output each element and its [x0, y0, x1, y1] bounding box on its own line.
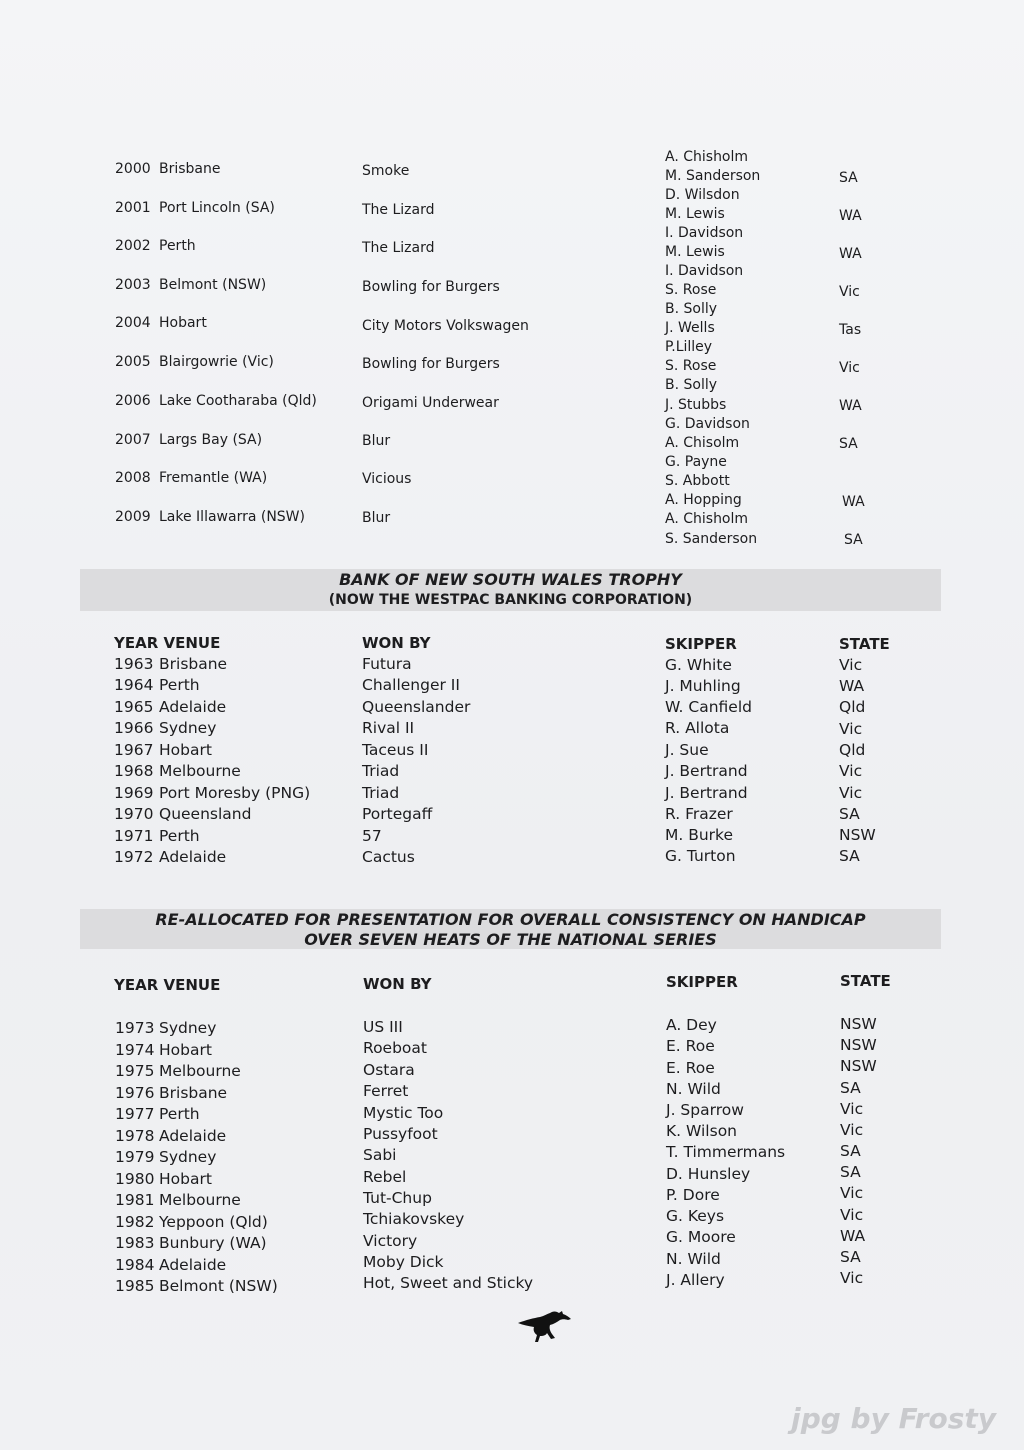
header-year-venue: YEAR VENUE: [114, 976, 221, 994]
skipper: A. Dey: [666, 1016, 717, 1034]
won-by: 57: [362, 827, 382, 845]
skipper: A. Chisolm: [665, 435, 740, 451]
state: Vic: [840, 1184, 864, 1202]
state: Vic: [839, 762, 863, 780]
venue: Belmont (NSW): [159, 277, 267, 293]
year: 1963: [114, 655, 154, 673]
skipper: M. Lewis: [665, 206, 725, 222]
year: 1965: [114, 698, 154, 716]
skipper: N. Wild: [666, 1250, 721, 1268]
section-banner-realloc: [80, 909, 941, 949]
year: 1983: [115, 1234, 155, 1252]
year: 1966: [114, 719, 154, 737]
state: Vic: [839, 284, 860, 300]
year: 1981: [115, 1191, 155, 1209]
year: 1984: [115, 1256, 155, 1274]
venue: Adelaide: [159, 1127, 227, 1145]
year: 1974: [115, 1041, 155, 1059]
won-by: Queenslander: [362, 698, 471, 716]
venue: Melbourne: [159, 1062, 241, 1080]
year: 1977: [115, 1105, 155, 1123]
venue: Sydney: [159, 719, 217, 737]
venue: Brisbane: [159, 655, 228, 673]
won-by: Futura: [362, 655, 412, 673]
state: WA: [839, 677, 865, 695]
year: 1978: [115, 1127, 155, 1145]
state: Vic: [840, 1269, 864, 1287]
venue: Brisbane: [159, 161, 221, 177]
year: 2008: [115, 470, 151, 486]
year: 1980: [115, 1170, 155, 1188]
won-by: Sabi: [363, 1146, 397, 1164]
year: 1970: [114, 805, 154, 823]
venue: Yeppoon (Qld): [159, 1213, 268, 1231]
year: 2005: [115, 354, 151, 370]
won-by: Moby Dick: [363, 1253, 444, 1271]
state: Vic: [839, 360, 860, 376]
state: Vic: [840, 1206, 864, 1224]
skipper: T. Timmermans: [666, 1143, 786, 1161]
skipper: J. Sue: [665, 741, 709, 759]
skipper: J. Stubbs: [665, 397, 727, 413]
state: Vic: [840, 1100, 864, 1118]
state: Vic: [839, 784, 863, 802]
venue: Melbourne: [159, 762, 241, 780]
state: WA: [839, 398, 862, 414]
venue: Perth: [159, 676, 200, 694]
state: Tas: [839, 322, 862, 338]
year: 2000: [115, 161, 151, 177]
state: WA: [842, 494, 865, 510]
banner-title-line1: RE-ALLOCATED FOR PRESENTATION FOR OVERALL CONSISTENCY ON HANDICAP: [155, 910, 866, 929]
state: Qld: [839, 741, 866, 759]
skipper: G. Keys: [666, 1207, 725, 1225]
venue: Belmont (NSW): [159, 1277, 278, 1295]
skipper: B. Solly: [665, 301, 718, 317]
skipper: B. Solly: [665, 377, 718, 393]
state: SA: [839, 847, 860, 865]
header-year-venue: YEAR VENUE: [114, 634, 221, 652]
skipper: R. Frazer: [665, 805, 733, 823]
won-by: Blur: [362, 510, 391, 526]
venue: Blairgowrie (Vic): [159, 354, 274, 370]
skipper: A. Chisholm: [665, 511, 749, 527]
won-by: Tchiakovskey: [363, 1210, 465, 1228]
won-by: Challenger II: [362, 676, 460, 694]
skipper: E. Roe: [666, 1037, 715, 1055]
skipper: P. Dore: [666, 1186, 720, 1204]
year: 1964: [114, 676, 154, 694]
venue: Adelaide: [159, 848, 227, 866]
won-by: Bowling for Burgers: [362, 356, 500, 372]
skipper: I. Davidson: [665, 225, 744, 241]
skipper: G. Turton: [665, 847, 736, 865]
state: SA: [839, 436, 858, 452]
year: 2001: [115, 200, 151, 216]
venue: Fremantle (WA): [159, 470, 268, 486]
venue: Bunbury (WA): [159, 1234, 267, 1252]
skipper: G. Moore: [666, 1228, 736, 1246]
venue: Hobart: [159, 741, 212, 759]
state: Qld: [839, 698, 866, 716]
won-by: Vicious: [362, 471, 412, 487]
venue: Queensland: [159, 805, 252, 823]
venue: Melbourne: [159, 1191, 241, 1209]
won-by: Roeboat: [363, 1039, 427, 1057]
skipper: D. Hunsley: [666, 1165, 751, 1183]
skipper: M. Burke: [665, 826, 734, 844]
skipper: G. Davidson: [665, 416, 750, 432]
state: SA: [839, 170, 858, 186]
year: 2004: [115, 315, 151, 331]
venue: Lake Cootharaba (Qld): [159, 393, 317, 409]
year: 1972: [114, 848, 154, 866]
state: SA: [840, 1142, 861, 1160]
state: WA: [839, 246, 862, 262]
state: SA: [840, 1248, 861, 1266]
skipper: S. Rose: [665, 282, 717, 298]
skipper: G. White: [665, 656, 732, 674]
won-by: Blur: [362, 433, 391, 449]
header-state: STATE: [840, 972, 891, 990]
won-by: The Lizard: [362, 240, 435, 256]
won-by: Cactus: [362, 848, 415, 866]
state: WA: [840, 1227, 866, 1245]
year: 2006: [115, 393, 151, 409]
won-by: Taceus II: [362, 741, 429, 759]
state: NSW: [840, 1057, 877, 1075]
year: 1968: [114, 762, 154, 780]
state: SA: [839, 805, 860, 823]
won-by: Rival II: [362, 719, 415, 737]
skipper: J. Wells: [665, 320, 715, 336]
state: NSW: [839, 826, 876, 844]
skipper: K. Wilson: [666, 1122, 737, 1140]
venue: Port Lincoln (SA): [159, 200, 275, 216]
year: 1975: [115, 1062, 155, 1080]
venue: Perth: [159, 1105, 200, 1123]
skipper: A. Hopping: [665, 492, 742, 508]
won-by: City Motors Volkswagen: [362, 318, 529, 334]
state: NSW: [840, 1015, 877, 1033]
venue: Sydney: [159, 1019, 217, 1037]
header-state: STATE: [839, 635, 890, 653]
skipper: R. Allota: [665, 719, 730, 737]
won-by: Tut-Chup: [363, 1189, 432, 1207]
skipper: I. Davidson: [665, 263, 744, 279]
skipper: P.Lilley: [665, 339, 713, 355]
header-won-by: WON BY: [363, 975, 432, 993]
won-by: Bowling for Burgers: [362, 279, 500, 295]
venue: Adelaide: [159, 698, 227, 716]
venue: Adelaide: [159, 1256, 227, 1274]
skipper: M. Lewis: [665, 244, 725, 260]
state: WA: [839, 208, 862, 224]
venue: Hobart: [159, 1170, 212, 1188]
skipper: D. Wilsdon: [665, 187, 740, 203]
won-by: Ostara: [363, 1061, 415, 1079]
state: NSW: [840, 1036, 877, 1054]
won-by: US III: [363, 1018, 403, 1036]
skipper: N. Wild: [666, 1080, 721, 1098]
year: 1973: [115, 1019, 155, 1037]
venue: Hobart: [159, 1041, 212, 1059]
skipper: J. Sparrow: [666, 1101, 744, 1119]
won-by: Smoke: [362, 163, 410, 179]
section-banner-bank: [80, 569, 941, 611]
header-skipper: SKIPPER: [665, 635, 737, 653]
won-by: Victory: [363, 1232, 418, 1250]
year: 2002: [115, 238, 151, 254]
venue: Perth: [159, 827, 200, 845]
won-by: Pussyfoot: [363, 1125, 438, 1143]
header-won-by: WON BY: [362, 634, 431, 652]
won-by: Triad: [362, 784, 400, 802]
skipper: G. Payne: [665, 454, 727, 470]
won-by: Mystic Too: [363, 1104, 444, 1122]
kangaroo-icon: [516, 1306, 574, 1344]
header-skipper: SKIPPER: [666, 973, 738, 991]
state: Vic: [840, 1121, 864, 1139]
venue: Hobart: [159, 315, 207, 331]
year: 1976: [115, 1084, 155, 1102]
venue: Largs Bay (SA): [159, 432, 263, 448]
state: SA: [840, 1079, 861, 1097]
skipper: S. Sanderson: [665, 531, 758, 547]
skipper: J. Allery: [666, 1271, 725, 1289]
won-by: Triad: [362, 762, 400, 780]
skipper: E. Roe: [666, 1059, 715, 1077]
skipper: A. Chisholm: [665, 149, 749, 165]
venue: Perth: [159, 238, 196, 254]
year: 1982: [115, 1213, 155, 1231]
year: 1985: [115, 1277, 155, 1295]
skipper: S. Abbott: [665, 473, 730, 489]
skipper: S. Rose: [665, 358, 717, 374]
year: 2003: [115, 277, 151, 293]
skipper: J. Bertrand: [665, 762, 748, 780]
venue: Sydney: [159, 1148, 217, 1166]
won-by: Origami Underwear: [362, 395, 499, 411]
watermark-text: jpg by Frosty: [791, 1402, 996, 1435]
year: 1979: [115, 1148, 155, 1166]
skipper: J. Bertrand: [665, 784, 748, 802]
won-by: Rebel: [363, 1168, 407, 1186]
won-by: Ferret: [363, 1082, 409, 1100]
state: SA: [840, 1163, 861, 1181]
banner-title-line2: OVER SEVEN HEATS OF THE NATIONAL SERIES: [304, 930, 717, 949]
year: 1969: [114, 784, 154, 802]
won-by: Hot, Sweet and Sticky: [363, 1274, 534, 1292]
year: 1971: [114, 827, 154, 845]
skipper: M. Sanderson: [665, 168, 761, 184]
venue: Brisbane: [159, 1084, 228, 1102]
state: SA: [844, 532, 863, 548]
won-by: The Lizard: [362, 202, 435, 218]
state: Vic: [839, 720, 863, 738]
year: 1967: [114, 741, 154, 759]
skipper: W. Canfield: [665, 698, 752, 716]
venue: Port Moresby (PNG): [159, 784, 311, 802]
skipper: J. Muhling: [665, 677, 741, 695]
banner-subtitle: (NOW THE WESTPAC BANKING CORPORATION): [328, 592, 693, 608]
won-by: Portegaff: [362, 805, 433, 823]
year: 2007: [115, 432, 151, 448]
venue: Lake Illawarra (NSW): [159, 509, 305, 525]
state: Vic: [839, 656, 863, 674]
banner-title: BANK OF NEW SOUTH WALES TROPHY: [339, 570, 682, 589]
year: 2009: [115, 509, 151, 525]
